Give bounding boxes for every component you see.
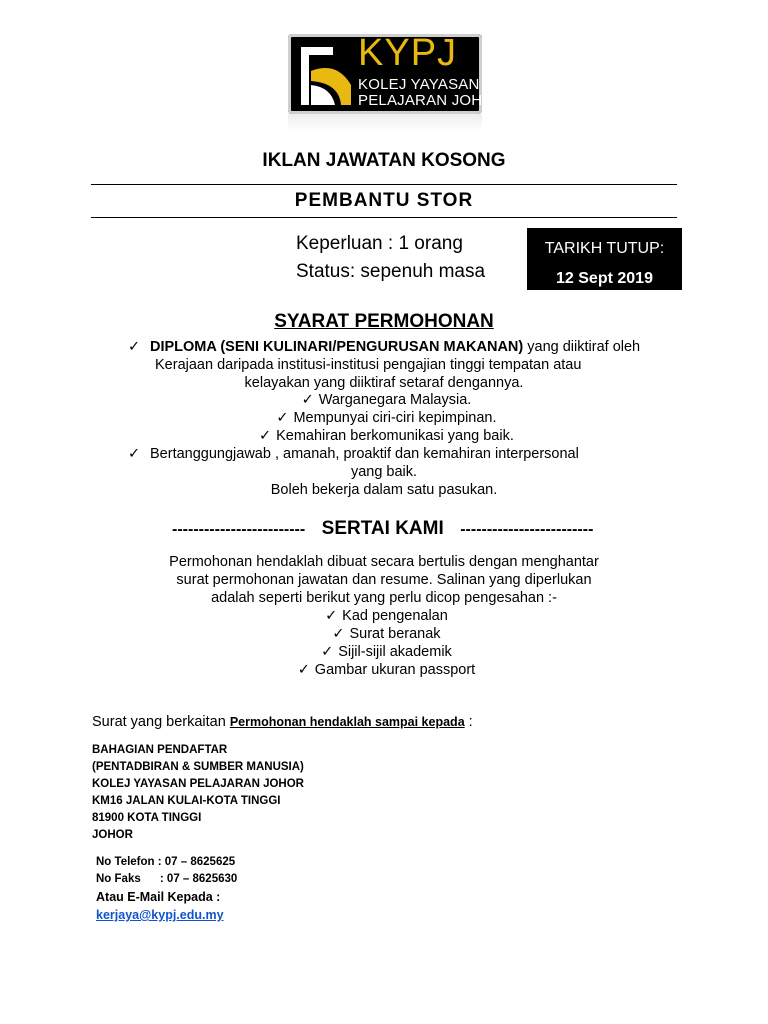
- syarat-item-4: ✓ Kemahiran berkomunikasi yang baik.: [0, 427, 768, 445]
- check-icon: ✓: [325, 608, 338, 624]
- position-title: PEMBANTU STOR: [294, 190, 474, 211]
- address-line: JOHOR: [92, 829, 133, 841]
- check-icon: ✓: [128, 339, 141, 355]
- fax-number: No Faks : 07 – 8625630: [96, 873, 238, 885]
- closing-date: 12 Sept 2019: [556, 270, 653, 287]
- check-icon: ✓: [128, 446, 141, 462]
- address-line: (PENTADBIRAN & SUMBER MANUSIA): [92, 761, 304, 773]
- check-icon: ✓: [297, 662, 310, 678]
- syarat-item-5: ✓ Bertanggungjawab , amanah, proaktif dan kemahiran interpersonal: [128, 446, 579, 462]
- address-line: KM16 JALAN KULAI-KOTA TINGGI: [92, 795, 281, 807]
- sertai-heading: ------------------------- SERTAI KAMI -------------------------: [172, 518, 594, 539]
- check-icon: ✓: [276, 410, 289, 426]
- phone-number: No Telefon : 07 – 8625625: [96, 856, 236, 868]
- syarat-item-1-line3: kelayakan yang diiktiraf setaraf dengannya.: [244, 375, 524, 391]
- check-icon: ✓: [332, 626, 345, 642]
- doc-item-4: ✓ Gambar ukuran passport: [0, 661, 768, 679]
- address-line: KOLEJ YAYASAN PELAJARAN JOHOR: [92, 778, 304, 790]
- syarat-heading: SYARAT PERMOHONAN: [274, 311, 494, 332]
- check-icon: ✓: [301, 392, 314, 408]
- logo-reflection: [288, 114, 482, 132]
- logo-name-line1: KOLEJ YAYASAN: [358, 76, 480, 93]
- contact-intro: Surat yang berkaitan Permohonan hendaklah sampai kepada :: [92, 714, 473, 730]
- syarat-item-6: Boleh bekerja dalam satu pasukan.: [270, 482, 498, 498]
- address-block: [92, 742, 304, 844]
- doc-item-3: ✓ Sijil-sijil akademik: [0, 643, 768, 661]
- syarat-item-3: ✓ Mempunyai ciri-ciri kepimpinan.: [0, 409, 768, 427]
- closing-label: TARIKH TUTUP:: [544, 240, 665, 257]
- doc-item-1: ✓ Kad pengenalan: [0, 607, 768, 625]
- doc-item-2: ✓ Surat beranak: [0, 625, 768, 643]
- email-link[interactable]: kerjaya@kypj.edu.my: [96, 908, 224, 922]
- syarat-item-5-line2: yang baik.: [350, 464, 418, 480]
- page-heading: IKLAN JAWATAN KOSONG: [262, 150, 506, 171]
- syarat-item-1-line2: Kerajaan daripada institusi-institusi pengajian tinggi tempatan atau: [155, 357, 582, 373]
- email-label: Atau E-Mail Kepada :: [96, 890, 221, 904]
- divider-bottom: [91, 217, 677, 218]
- syarat-item-1: ✓ DIPLOMA (SENI KULINARI/PENGURUSAN MAKANAN) yang diiktiraf oleh: [128, 339, 641, 355]
- address-line: BAHAGIAN PENDAFTAR: [92, 744, 228, 756]
- check-icon: ✓: [259, 428, 272, 444]
- college-logo: [288, 32, 506, 114]
- logo-title: KYPJ: [358, 32, 458, 74]
- sertai-para-line2: surat permohonan jawatan dan resume. Salinan yang diperlukan: [176, 572, 592, 588]
- syarat-item-2: ✓ Warganegara Malaysia.: [0, 391, 768, 409]
- requirement-status: Status: sepenuh masa: [296, 261, 486, 282]
- sertai-para-line3: adalah seperti berikut yang perlu dicop pengesahan :-: [211, 590, 557, 606]
- logo-name-line2: PELAJARAN JOHOR: [358, 92, 506, 109]
- sertai-para-line1: Permohonan hendaklah dibuat secara bertulis dengan menghantar: [169, 554, 599, 570]
- closing-date-box: [527, 228, 682, 290]
- divider-top: [91, 184, 677, 185]
- check-icon: ✓: [321, 644, 334, 660]
- requirement-need: Keperluan : 1 orang: [296, 233, 463, 254]
- address-line: 81900 KOTA TINGGI: [92, 812, 202, 824]
- requirement-block: [296, 230, 485, 286]
- logo-emblem-icon: [296, 40, 356, 110]
